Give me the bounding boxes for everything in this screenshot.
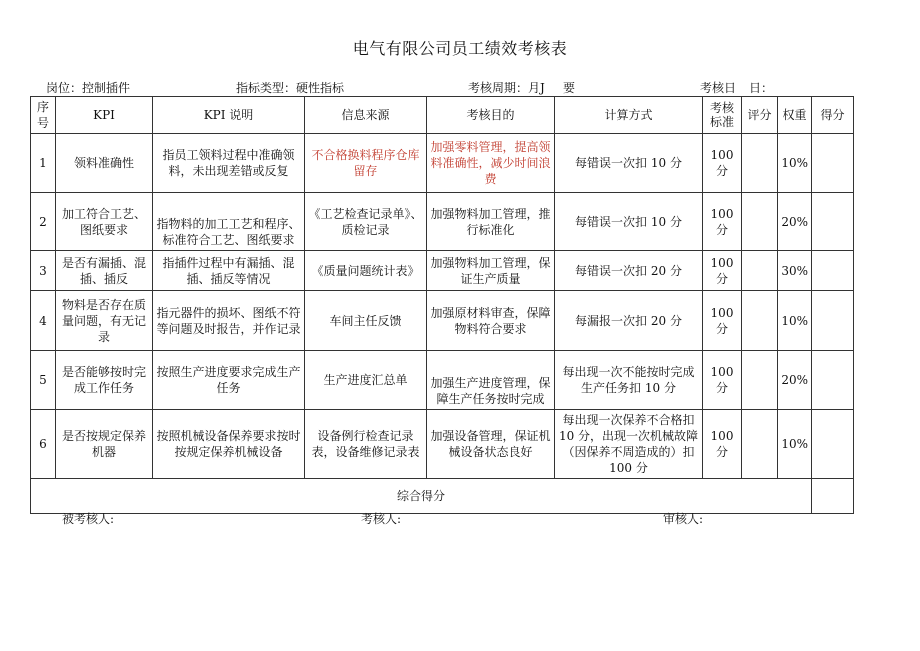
row-source: 《质量问题统计表》 bbox=[305, 251, 427, 291]
indicator-type-label: 指标类型：硬性指标 bbox=[236, 81, 345, 95]
row-standard: 100 分 bbox=[703, 410, 742, 479]
row-kpi: 物料是否存在质量问题，有无记录 bbox=[56, 291, 153, 351]
row-score[interactable] bbox=[742, 291, 778, 351]
row-standard: 100 分 bbox=[703, 251, 742, 291]
row-result[interactable] bbox=[812, 251, 854, 291]
row-source: 《工艺检查记录单》、质检记录 bbox=[305, 193, 427, 251]
row-score[interactable] bbox=[742, 134, 778, 193]
row-result[interactable] bbox=[812, 351, 854, 410]
date-label: 考核日 bbox=[700, 81, 737, 95]
row-desc: 指物料的加工工艺和程序、标准符合工艺、图纸要求 bbox=[153, 193, 305, 251]
kpi-table bbox=[30, 96, 854, 514]
row-no: 2 bbox=[31, 193, 56, 251]
row-calc: 每漏报一次扣 20 分 bbox=[555, 291, 703, 351]
row-standard: 100 分 bbox=[703, 291, 742, 351]
row-purpose: 加强物料加工管理，保证生产质量 bbox=[427, 251, 555, 291]
header-score: 评分 bbox=[742, 97, 778, 134]
row-kpi: 领料准确性 bbox=[56, 134, 153, 193]
header-kpi: KPI bbox=[56, 97, 153, 134]
row-score[interactable] bbox=[742, 193, 778, 251]
row-result[interactable] bbox=[812, 410, 854, 479]
header-standard: 考核标准 bbox=[703, 97, 742, 134]
row-source: 车间主任反馈 bbox=[305, 291, 427, 351]
header-result: 得分 bbox=[812, 97, 854, 134]
row-calc: 每错误一次扣 10 分 bbox=[555, 134, 703, 193]
row-weight: 10% bbox=[778, 291, 812, 351]
row-weight: 30% bbox=[778, 251, 812, 291]
row-score[interactable] bbox=[742, 410, 778, 479]
row-score[interactable] bbox=[742, 251, 778, 291]
position-label: 岗位：控制插件 bbox=[46, 81, 131, 95]
row-standard: 100 分 bbox=[703, 134, 742, 193]
row-desc: 按照机械设备保养要求按时按规定保养机械设备 bbox=[153, 410, 305, 479]
page-title: 电气有限公司员工绩效考核表 bbox=[352, 39, 568, 58]
row-desc: 指元器件的损坏、图纸不符等问题及时报告，并作记录 bbox=[153, 291, 305, 351]
row-source: 不合格换料程序仓库留存 bbox=[305, 134, 427, 193]
total-score[interactable] bbox=[812, 479, 854, 514]
table-row bbox=[31, 410, 854, 479]
table-row bbox=[31, 251, 854, 291]
row-weight: 20% bbox=[778, 193, 812, 251]
row-desc: 指员工领料过程中准确领料，未出现差错或反复 bbox=[153, 134, 305, 193]
row-calc: 每出现一次保养不合格扣 10 分，出现一次机械故障（因保养不周造成的）扣 100 分 bbox=[555, 410, 703, 479]
row-standard: 100 分 bbox=[703, 193, 742, 251]
row-weight: 20% bbox=[778, 351, 812, 410]
table-header-row bbox=[31, 97, 854, 134]
row-purpose: 加强零料管理，提高领料准确性，减少时间浪费 bbox=[427, 134, 555, 193]
row-source: 生产进度汇总单 bbox=[305, 351, 427, 410]
period-tail-label: 要 bbox=[563, 81, 576, 95]
row-calc: 每出现一次不能按时完成生产任务扣 10 分 bbox=[555, 351, 703, 410]
row-result[interactable] bbox=[812, 193, 854, 251]
row-standard: 100 分 bbox=[703, 351, 742, 410]
row-purpose: 加强物料加工管理，推行标准化 bbox=[427, 193, 555, 251]
assessor-label: 考核人: bbox=[361, 512, 402, 526]
row-no: 5 bbox=[31, 351, 56, 410]
row-calc: 每错误一次扣 10 分 bbox=[555, 193, 703, 251]
row-result[interactable] bbox=[812, 134, 854, 193]
header-calc: 计算方式 bbox=[555, 97, 703, 134]
row-kpi: 是否按规定保养机器 bbox=[56, 410, 153, 479]
header-purpose: 考核目的 bbox=[427, 97, 555, 134]
header-no: 序号 bbox=[31, 97, 56, 134]
row-score[interactable] bbox=[742, 351, 778, 410]
row-kpi: 加工符合工艺、图纸要求 bbox=[56, 193, 153, 251]
table-row bbox=[31, 351, 854, 410]
table-row bbox=[31, 134, 854, 193]
row-kpi: 是否有漏插、混插、插反 bbox=[56, 251, 153, 291]
row-purpose: 加强设备管理，保证机械设备状态良好 bbox=[427, 410, 555, 479]
row-no: 1 bbox=[31, 134, 56, 193]
row-purpose: 加强生产进度管理，保障生产任务按时完成 bbox=[427, 351, 555, 410]
header-source: 信息来源 bbox=[305, 97, 427, 134]
period-label: 考核周期：月J bbox=[468, 81, 545, 95]
header-weight: 权重 bbox=[778, 97, 812, 134]
row-no: 4 bbox=[31, 291, 56, 351]
row-weight: 10% bbox=[778, 134, 812, 193]
table-row bbox=[31, 193, 854, 251]
row-no: 6 bbox=[31, 410, 56, 479]
row-weight: 10% bbox=[778, 410, 812, 479]
row-result[interactable] bbox=[812, 291, 854, 351]
row-source: 设备例行检查记录表，设备维修记录表 bbox=[305, 410, 427, 479]
date-tail-label: 日： bbox=[749, 81, 774, 95]
row-desc: 按照生产进度要求完成生产任务 bbox=[153, 351, 305, 410]
row-no: 3 bbox=[31, 251, 56, 291]
table-row bbox=[31, 291, 854, 351]
row-purpose: 加强原材料审查，保障物料符合要求 bbox=[427, 291, 555, 351]
total-row bbox=[31, 479, 854, 514]
row-calc: 每错误一次扣 20 分 bbox=[555, 251, 703, 291]
row-desc: 指插件过程中有漏插、混插、插反等情况 bbox=[153, 251, 305, 291]
header-desc: KPI 说明 bbox=[153, 97, 305, 134]
assessee-label: 被考核人: bbox=[62, 512, 115, 526]
total-label: 综合得分 bbox=[31, 479, 812, 514]
row-kpi: 是否能够按时完成工作任务 bbox=[56, 351, 153, 410]
reviewer-label: 审核人: bbox=[663, 512, 704, 526]
